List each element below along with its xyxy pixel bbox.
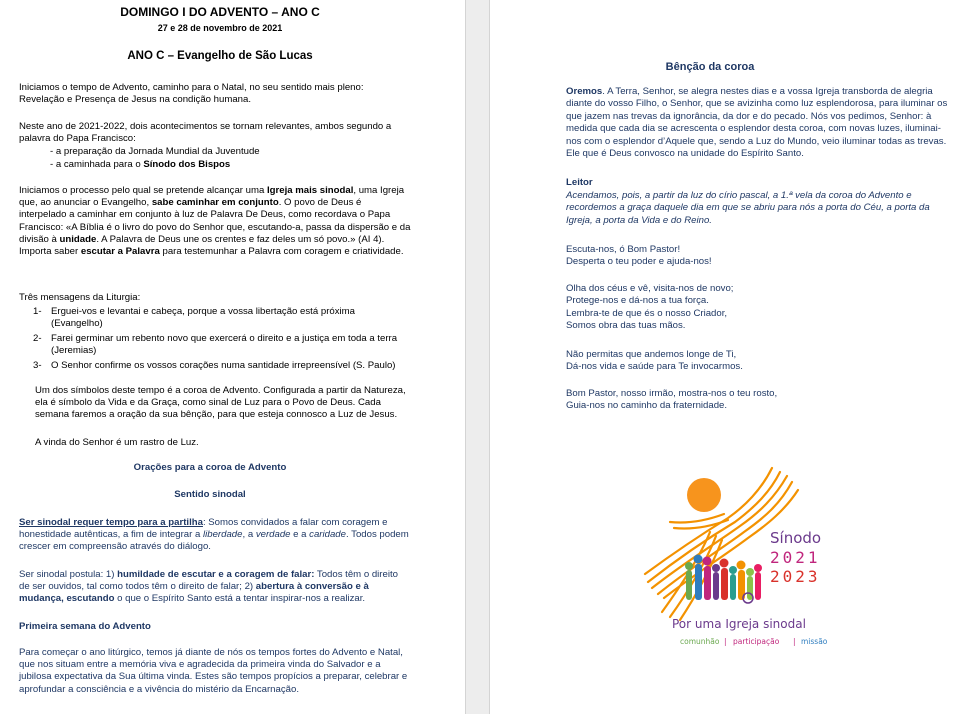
- text-run: , a: [242, 529, 256, 541]
- text-run: Iniciamos o processo pelo qual se pretende alcançar uma: [19, 185, 267, 196]
- text-run-bold: sabe caminhar em conjunto: [151, 197, 279, 209]
- list-number: 1-: [33, 306, 42, 317]
- text-run: . O povo de Deus é interpelado a caminhar em conjunto à luz de Palavra De Deus, como recordava o Papa Francisco: «A Bíblia é o livro do povo do Senhor que, escutando-a, passa da dispersão e da divisão à: [19, 197, 411, 245]
- text-run-italic: caridade: [309, 529, 346, 541]
- people-figures: [685, 555, 762, 604]
- verse-line: Somos obra das tuas mãos.: [566, 320, 686, 332]
- paragraph-sinodal: [19, 185, 411, 258]
- logo-separator: |: [724, 637, 727, 646]
- verse-3: [566, 349, 946, 374]
- logo-sub-participacao: participação: [733, 637, 780, 646]
- text-run-bold: Igreja mais sinodal: [266, 185, 354, 196]
- doc-date: 27 e 28 de novembro de 2021: [157, 23, 283, 33]
- logo-separator: |: [793, 637, 796, 646]
- bullet-item: - a caminhada para o Sínodo dos Bispos: [50, 159, 231, 170]
- logo-sub-missao: missão: [801, 637, 828, 646]
- heading-sentido: Sentido sinodal: [174, 489, 246, 500]
- paragraph-postula: [19, 569, 411, 606]
- paragraph-partilha: [19, 517, 409, 554]
- text-run-bold: abertura à conversão e à mudança, escutando: [19, 581, 369, 605]
- logo-year-end: 2023: [770, 567, 821, 586]
- verse-2: [566, 283, 946, 333]
- text-run: para testemunhar a Palavra com coragem e criatividade.: [159, 246, 404, 258]
- list-number: 2-: [33, 333, 42, 344]
- verse-line: Bom Pastor, nosso irmão, mostra-nos o teu rosto,: [566, 388, 778, 399]
- text-run-bold: Ser sinodal requer tempo para a partilha: [19, 517, 203, 528]
- doc-title: DOMINGO I DO ADVENTO – ANO C: [120, 5, 320, 19]
- bullet-bold-text: Sínodo dos Bispos: [143, 159, 231, 170]
- verse-line: Escuta-nos, ó Bom Pastor!: [566, 244, 681, 255]
- text-run: . Todos podem crescer em compreensão através do diálogo.: [19, 529, 409, 553]
- verse-1: [566, 244, 946, 269]
- paragraph-coroa: Um dos símbolos deste tempo é a coroa de Advento. Configurada a partir da Natureza, ela é símbolo da Vida e da Graça, como sinal de Luz para o Povo de Deus. Cada semana faremos a oração da sua bênção, para que esteja connosco a Luz de Jesus.: [35, 385, 406, 421]
- text-run: e a: [290, 529, 310, 541]
- paragraph-rastro: A vinda do Senhor é um rastro de Luz.: [35, 437, 199, 448]
- bullet-item: - a preparação da Jornada Mundial da Juventude: [50, 146, 260, 157]
- text-run-italic: liberdade: [203, 529, 243, 541]
- text-run-bold: Oremos: [566, 86, 603, 97]
- paragraph-liturgia: Três mensagens da Liturgia:: [19, 292, 141, 303]
- logo-word: Sínodo: [770, 529, 822, 547]
- heading-primeira-semana: Primeira semana do Advento: [19, 621, 151, 632]
- document-page-left: [0, 0, 465, 714]
- synod-logo-graphic: [640, 462, 855, 667]
- text-run-bold: unidade: [59, 233, 97, 245]
- blessing-title: Bênção da coroa: [665, 61, 755, 73]
- page-gutter: [465, 0, 490, 714]
- paragraph-intro: Iniciamos o tempo de Advento, caminho para o Natal, no seu sentido mais pleno: Revelação e Presença de Jesus na condição humana.: [19, 82, 364, 106]
- paragraph-primeira-semana: Para começar o ano litúrgico, temos já diante de nós os tempos fortes do Advento e Natal, que nos situam entre a memória viva e agradecida da primeira vinda do Salvador e a jubilosa expectativa da Sua última vinda. Estes são tempos propícios a preparar, celebrar e aprofundar a consciência e a vivência do mistério da Encarnação.: [19, 647, 408, 695]
- list-item: Erguei-vos e levantai e cabeça, porque a vossa libertação está próxima (Evangelho): [51, 306, 355, 330]
- paragraph-events: Neste ano de 2021-2022, dois acontecimentos se tornam relevantes, ambos segundo a palavra do Papa Francisco:: [19, 121, 392, 145]
- bullet-text: a preparação da Jornada Mundial da Juventude: [55, 146, 260, 157]
- text-run: , uma Igreja que, ao anunciar o Evangelho,: [19, 185, 405, 209]
- verse-line: Desperta o teu poder e ajuda-nos!: [566, 256, 712, 268]
- verse-line: Protege-nos e dá-nos a tua força.: [566, 295, 709, 307]
- doc-subtitle: ANO C – Evangelho de São Lucas: [127, 50, 313, 62]
- text-run: . A Terra, Senhor, se alegra nestes dias e a vossa Igreja transborda de alegria diante do vosso Filho, o Senhor, que se avizinha como luz esplendorosa, para iluminar os que jazem nas trevas da ignorância, da dor e do pecado. Nós vos pedimos, Senhor: à medida que cada dia se acrescenta o esplendor desta coroa, com novas luzes, iluminai-nos com o esplendor d’Aquele que, sendo a Luz do Mundo, veio iluminar todas as trevas. Ele que é Deus convosco na unidade do Espírito Santo.: [566, 86, 948, 160]
- verse-line: Guia-nos no caminho da fraternidade.: [566, 400, 728, 412]
- leitor-label: Leitor: [566, 177, 593, 188]
- text-run-italic: verdade: [255, 529, 291, 541]
- verse-line: Não permitas que andemos longe de Ti,: [566, 349, 737, 360]
- text-run-bold: humildade de escutar e a coragem de falar:: [117, 569, 315, 580]
- verse-4: [566, 388, 946, 413]
- logo-tagline: Por uma Igreja sinodal: [672, 617, 806, 631]
- sun-shape: [687, 478, 721, 512]
- text-run: . A Palavra de Deus une os crentes e faz deles um só povo.» (AI 4). Importa saber: [19, 233, 385, 258]
- list-item: O Senhor confirme os vossos corações numa santidade irrepreensível (S. Paulo): [51, 360, 396, 371]
- text-run: : Somos convidados a falar com coragem e honestidade autênticas, a fim de integrar a: [19, 517, 388, 541]
- verse-line: Olha dos céus e vê, visita-nos de novo;: [566, 283, 734, 294]
- list-item: Farei germinar um rebento novo que exercerá o direito e a justiça em toda a terra (Jeremias): [51, 333, 398, 357]
- paragraph-oremos: [566, 86, 948, 160]
- text-run: Todos têm o direito de ser ouvidos, tal como todos têm o direito de falar; 2): [19, 569, 398, 593]
- logo-sub-comunhao: comunhão: [680, 637, 720, 646]
- document-page-right: [490, 0, 972, 714]
- text-run-bold: escutar a Palavra: [80, 246, 160, 258]
- text-run: o que o Espírito Santo está a tentar inspirar-nos a realizar.: [114, 593, 366, 605]
- heading-oracoes: Orações para a coroa de Advento: [133, 462, 287, 473]
- logo-year-start: 2021: [770, 548, 821, 567]
- verse-line: Dá-nos vida e saúde para Te invocarmos.: [566, 361, 743, 373]
- synod-logo: [640, 462, 855, 667]
- list-number: 3-: [33, 360, 42, 371]
- leitor-text: Acendamos, pois, a partir da luz do círio pascal, a 1.ª vela da coroa do Advento e recordemos a graça daquele dia em que se abriu para nós a porta do Céu, a porta da Igreja, a porta da Vida e do Reino.: [566, 190, 930, 226]
- text-run: Ser sinodal postula: 1): [19, 569, 118, 580]
- bullet-text: a caminhada para o: [55, 159, 144, 170]
- verse-line: Lembra-te de que és o nosso Criador,: [566, 307, 728, 319]
